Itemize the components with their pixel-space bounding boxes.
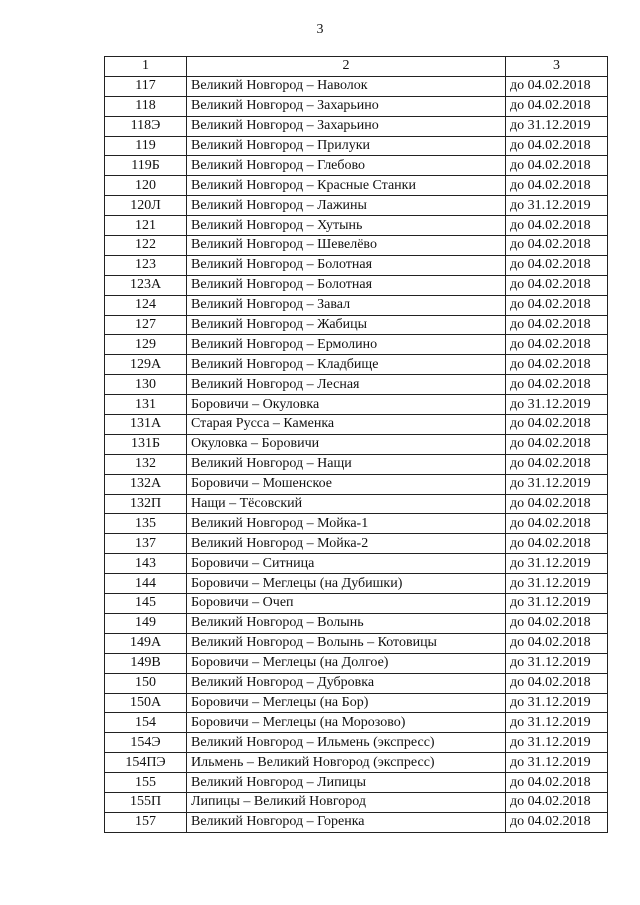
table-row [105,673,608,693]
route-number-cell: 157 [105,812,187,832]
route-number-cell: 123А [105,275,187,295]
route-number-cell: 145 [105,594,187,614]
table-row [105,136,608,156]
route-name-cell: Великий Новгород – Кладбище [187,355,506,375]
term-cell: до 04.02.2018 [506,633,608,653]
term-cell: до 04.02.2018 [506,295,608,315]
table-row [105,116,608,136]
term-cell: до 04.02.2018 [506,773,608,793]
table-row [105,594,608,614]
table-row [105,96,608,116]
table-row [105,395,608,415]
route-number-cell: 150 [105,673,187,693]
route-number-cell: 155П [105,792,187,812]
table-row [105,474,608,494]
route-name-cell: Ильмень – Великий Новгород (экспресс) [187,753,506,773]
term-cell: до 04.02.2018 [506,434,608,454]
term-cell: до 31.12.2019 [506,594,608,614]
term-cell: до 31.12.2019 [506,196,608,216]
route-number-cell: 121 [105,216,187,236]
route-name-cell: Великий Новгород – Волынь – Котовицы [187,633,506,653]
table-row [105,375,608,395]
term-cell: до 04.02.2018 [506,792,608,812]
route-number-cell: 149А [105,633,187,653]
term-cell: до 04.02.2018 [506,613,608,633]
table-row [105,415,608,435]
table-row [105,514,608,534]
route-name-cell: Липицы – Великий Новгород [187,792,506,812]
term-cell: до 31.12.2019 [506,653,608,673]
route-number-cell: 131Б [105,434,187,454]
column-header-term: 3 [506,57,608,77]
route-name-cell: Великий Новгород – Мойка-2 [187,534,506,554]
routes-table [104,56,608,833]
term-cell: до 04.02.2018 [506,534,608,554]
term-cell: до 04.02.2018 [506,812,608,832]
term-cell: до 31.12.2019 [506,554,608,574]
table-row [105,733,608,753]
route-name-cell: Великий Новгород – Ермолино [187,335,506,355]
route-name-cell: Великий Новгород – Лажины [187,196,506,216]
term-cell: до 04.02.2018 [506,255,608,275]
table-row [105,653,608,673]
table-row [105,693,608,713]
term-cell: до 31.12.2019 [506,693,608,713]
table-row [105,613,608,633]
term-cell: до 31.12.2019 [506,474,608,494]
route-number-cell: 123 [105,255,187,275]
route-name-cell: Великий Новгород – Наволок [187,76,506,96]
route-number-cell: 132П [105,494,187,514]
route-name-cell: Великий Новгород – Захарьино [187,96,506,116]
route-name-cell: Великий Новгород – Волынь [187,613,506,633]
route-name-cell: Старая Русса – Каменка [187,415,506,435]
table-row [105,753,608,773]
term-cell: до 04.02.2018 [506,275,608,295]
table-row [105,792,608,812]
route-number-cell: 118Э [105,116,187,136]
table-row [105,315,608,335]
route-name-cell: Нащи – Тёсовский [187,494,506,514]
term-cell: до 04.02.2018 [506,315,608,335]
route-name-cell: Великий Новгород – Шевелёво [187,236,506,256]
route-name-cell: Боровичи – Меглецы (на Бор) [187,693,506,713]
table-row [105,176,608,196]
route-name-cell: Великий Новгород – Болотная [187,255,506,275]
table-row [105,196,608,216]
route-name-cell: Великий Новгород – Липицы [187,773,506,793]
route-name-cell: Окуловка – Боровичи [187,434,506,454]
term-cell: до 31.12.2019 [506,574,608,594]
route-number-cell: 154ПЭ [105,753,187,773]
route-number-cell: 132 [105,454,187,474]
route-name-cell: Великий Новгород – Дубровка [187,673,506,693]
route-number-cell: 154 [105,713,187,733]
table-row [105,554,608,574]
term-cell: до 04.02.2018 [506,335,608,355]
table-header-row [105,57,608,77]
route-name-cell: Великий Новгород – Мойка-1 [187,514,506,534]
route-number-cell: 118 [105,96,187,116]
route-number-cell: 154Э [105,733,187,753]
route-name-cell: Великий Новгород – Прилуки [187,136,506,156]
table-row [105,156,608,176]
route-number-cell: 122 [105,236,187,256]
term-cell: до 04.02.2018 [506,236,608,256]
page-number: 3 [316,22,324,37]
route-name-cell: Великий Новгород – Ильмень (экспресс) [187,733,506,753]
column-header-number: 1 [105,57,187,77]
route-number-cell: 149 [105,613,187,633]
route-number-cell: 117 [105,76,187,96]
route-number-cell: 131А [105,415,187,435]
table-row [105,434,608,454]
term-cell: до 04.02.2018 [506,156,608,176]
route-number-cell: 144 [105,574,187,594]
column-header-route: 2 [187,57,506,77]
route-name-cell: Боровичи – Очеп [187,594,506,614]
route-name-cell: Боровичи – Ситница [187,554,506,574]
term-cell: до 31.12.2019 [506,395,608,415]
route-name-cell: Боровичи – Меглецы (на Дубишки) [187,574,506,594]
route-name-cell: Великий Новгород – Завал [187,295,506,315]
table-row [105,773,608,793]
term-cell: до 04.02.2018 [506,415,608,435]
route-name-cell: Великий Новгород – Глебово [187,156,506,176]
route-number-cell: 129 [105,335,187,355]
table-row [105,812,608,832]
route-number-cell: 119 [105,136,187,156]
table-row [105,355,608,375]
route-number-cell: 155 [105,773,187,793]
route-name-cell: Великий Новгород – Лесная [187,375,506,395]
table-row [105,76,608,96]
route-number-cell: 130 [105,375,187,395]
route-name-cell: Великий Новгород – Горенка [187,812,506,832]
table-body [105,76,608,832]
route-name-cell: Великий Новгород – Болотная [187,275,506,295]
route-number-cell: 129А [105,355,187,375]
term-cell: до 04.02.2018 [506,216,608,236]
table-row [105,454,608,474]
route-number-cell: 143 [105,554,187,574]
term-cell: до 31.12.2019 [506,116,608,136]
term-cell: до 31.12.2019 [506,753,608,773]
table-row [105,275,608,295]
table-row [105,574,608,594]
route-number-cell: 149В [105,653,187,673]
route-name-cell: Боровичи – Окуловка [187,395,506,415]
route-name-cell: Боровичи – Меглецы (на Морозово) [187,713,506,733]
route-name-cell: Великий Новгород – Захарьино [187,116,506,136]
term-cell: до 04.02.2018 [506,673,608,693]
route-number-cell: 135 [105,514,187,534]
table-row [105,295,608,315]
route-number-cell: 132А [105,474,187,494]
table-row [105,494,608,514]
table-row [105,216,608,236]
table-row [105,236,608,256]
route-number-cell: 124 [105,295,187,315]
route-number-cell: 120Л [105,196,187,216]
route-name-cell: Великий Новгород – Нащи [187,454,506,474]
route-number-cell: 127 [105,315,187,335]
term-cell: до 04.02.2018 [506,494,608,514]
term-cell: до 04.02.2018 [506,176,608,196]
term-cell: до 04.02.2018 [506,96,608,116]
term-cell: до 04.02.2018 [506,76,608,96]
table-row [105,255,608,275]
term-cell: до 04.02.2018 [506,454,608,474]
table-row [105,713,608,733]
route-number-cell: 131 [105,395,187,415]
term-cell: до 04.02.2018 [506,514,608,534]
route-name-cell: Великий Новгород – Красные Станки [187,176,506,196]
term-cell: до 31.12.2019 [506,733,608,753]
route-name-cell: Великий Новгород – Хутынь [187,216,506,236]
term-cell: до 04.02.2018 [506,375,608,395]
route-number-cell: 137 [105,534,187,554]
table-row [105,633,608,653]
term-cell: до 04.02.2018 [506,355,608,375]
route-name-cell: Великий Новгород – Жабицы [187,315,506,335]
route-number-cell: 120 [105,176,187,196]
route-number-cell: 150А [105,693,187,713]
route-number-cell: 119Б [105,156,187,176]
route-name-cell: Боровичи – Меглецы (на Долгое) [187,653,506,673]
table-row [105,534,608,554]
term-cell: до 31.12.2019 [506,713,608,733]
route-name-cell: Боровичи – Мошенское [187,474,506,494]
term-cell: до 04.02.2018 [506,136,608,156]
table-row [105,335,608,355]
